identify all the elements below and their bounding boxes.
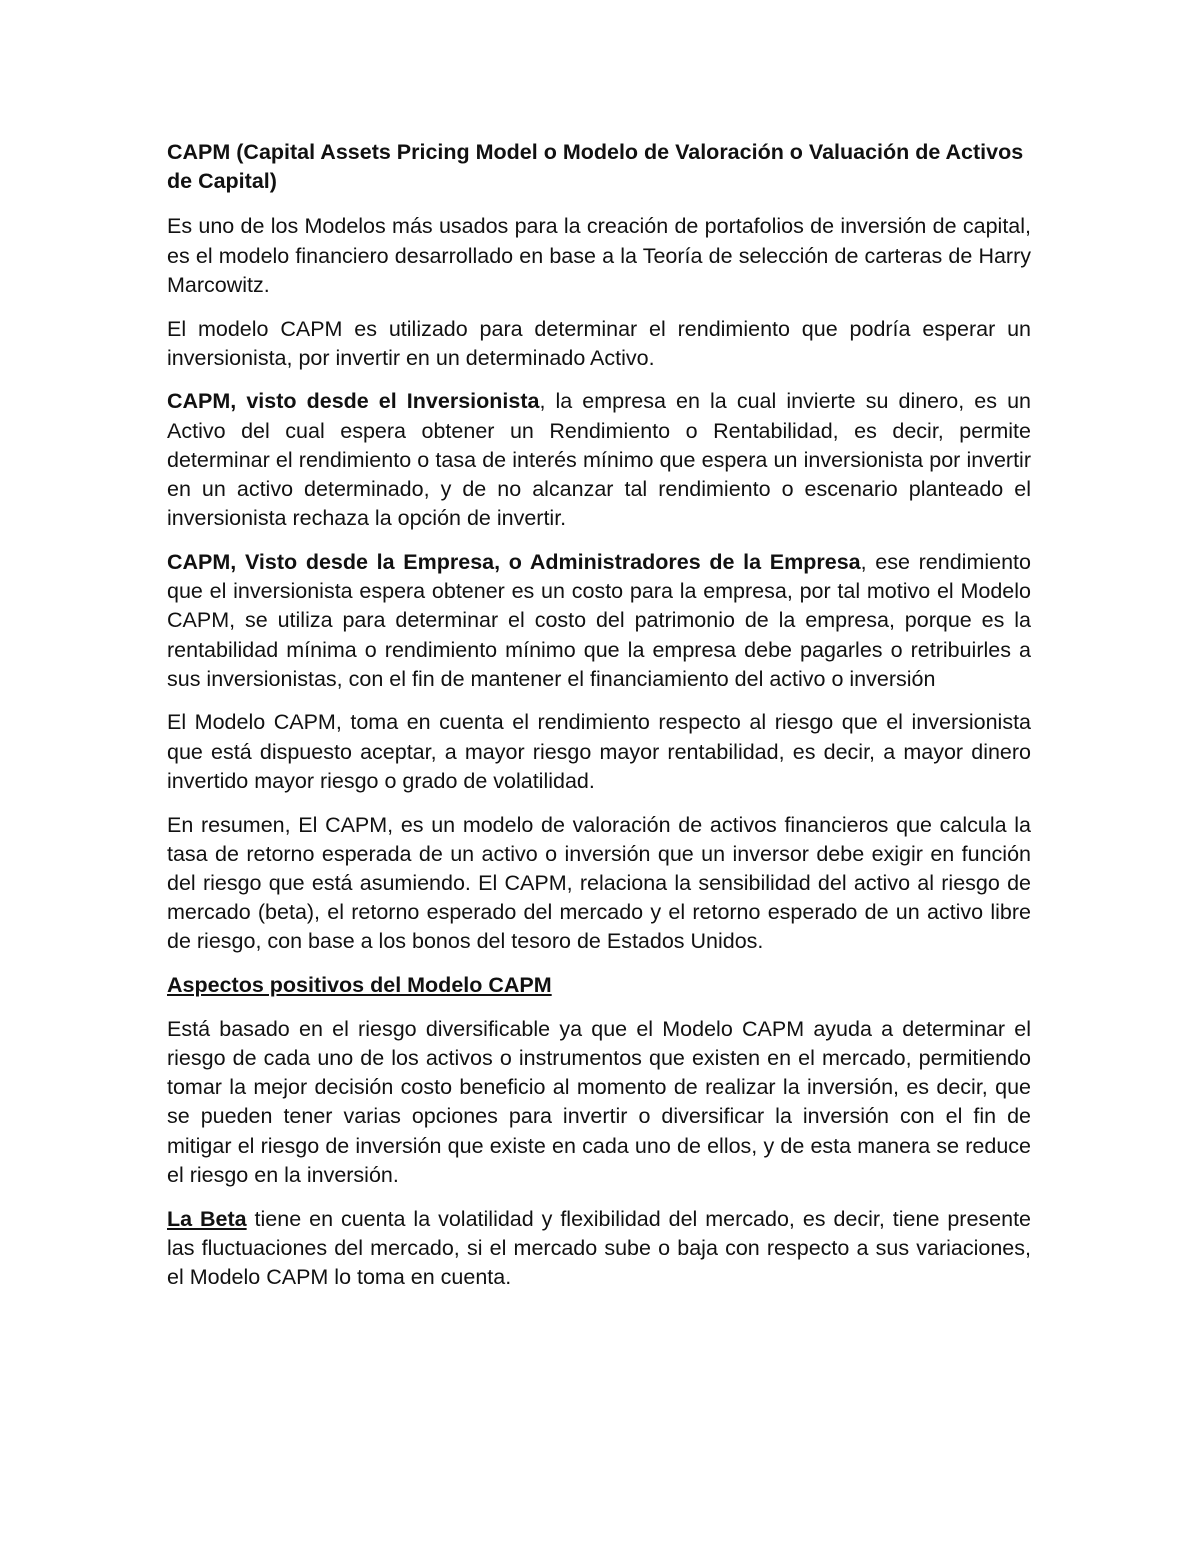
paragraph-risk-return: El Modelo CAPM, toma en cuenta el rendimiento respecto al riesgo que el inversionista que está dispuesto aceptar, a mayor riesgo mayor rentabilidad, es decir, a mayor dinero invertido mayor riesgo o grado de volatilidad. [167, 710, 1031, 793]
paragraph-summary: En resumen, El CAPM, es un modelo de valoración de activos financieros que calcula la tasa de retorno esperada de un activo o inversión que un inversor debe exigir en función del riesgo que está asumiendo. El CAPM, relaciona la sensibilidad del activo al riesgo de mercado (beta), el retorno esperado del mercado y el retorno esperado de un activo libre de riesgo, con base a los bonos del tesoro de Estados Unidos. [167, 812, 1031, 954]
paragraph-investor-view [167, 387, 1031, 533]
paragraph-text-company: , ese rendimiento que el inversionista espera obtener es un costo para la empresa, por tal motivo el Modelo CAPM, se utiliza para determinar el costo del patrimonio de la empresa, porque es la rentabilidad mínima o rendimiento mínimo que la empresa debe pagarles o retribuirles a sus inversionistas, con el fin de mantener el financiamiento del activo o inversión [167, 549, 1031, 691]
paragraph-lead-investor: CAPM, visto desde el Inversionista [167, 389, 540, 414]
paragraph-text-beta: tiene en cuenta la volatilidad y flexibilidad del mercado, es decir, tiene presente las fluctuaciones del mercado, si el mercado sube o baja con respecto a sus variaciones, el Modelo CAPM lo toma en cuenta. [167, 1206, 1031, 1289]
paragraph-definition: Es uno de los Modelos más usados para la creación de portafolios de inversión de capital, es el modelo financiero desarrollado en base a la Teoría de selección de carteras de Harry Marcowitz. [167, 214, 1031, 297]
paragraph-lead-beta: La Beta [167, 1206, 247, 1231]
paragraph-beta [167, 1205, 1031, 1293]
paragraph-usage: El modelo CAPM es utilizado para determinar el rendimiento que podría esperar un inversionista, por invertir en un determinado Activo. [167, 316, 1031, 370]
document-title: CAPM (Capital Assets Pricing Model o Modelo de Valoración o Valuación de Activos de Capital) [167, 140, 1024, 194]
document-body [167, 138, 1031, 1307]
paragraph-diversifiable-risk: Está basado en el riesgo diversificable ya que el Modelo CAPM ayuda a determinar el riesgo de cada uno de los activos o instrumentos que existen en el mercado, permitiendo tomar la mejor decisión costo beneficio al momento de realizar la inversión, es decir, que se pueden tener varias opciones para invertir o diversificar la inversión con el fin de mitigar el riesgo de inversión que existe en cada uno de ellos, y de esta manera se reduce el riesgo en la inversión. [167, 1016, 1031, 1187]
paragraph-lead-company: CAPM, Visto desde la Empresa, o Administradores de la Empresa [167, 549, 861, 574]
paragraph-company-view [167, 548, 1031, 694]
paragraph-text-investor: , la empresa en la cual invierte su dinero, es un Activo del cual espera obtener un Rendimiento o Rentabilidad, es decir, permite determinar el rendimiento o tasa de interés mínimo que espera un inversionista por invertir en un activo determinado, y de no alcanzar tal rendimiento o escenario planteado el inversionista rechaza la opción de invertir. [167, 389, 1031, 531]
section-heading: Aspectos positivos del Modelo CAPM [167, 973, 552, 998]
